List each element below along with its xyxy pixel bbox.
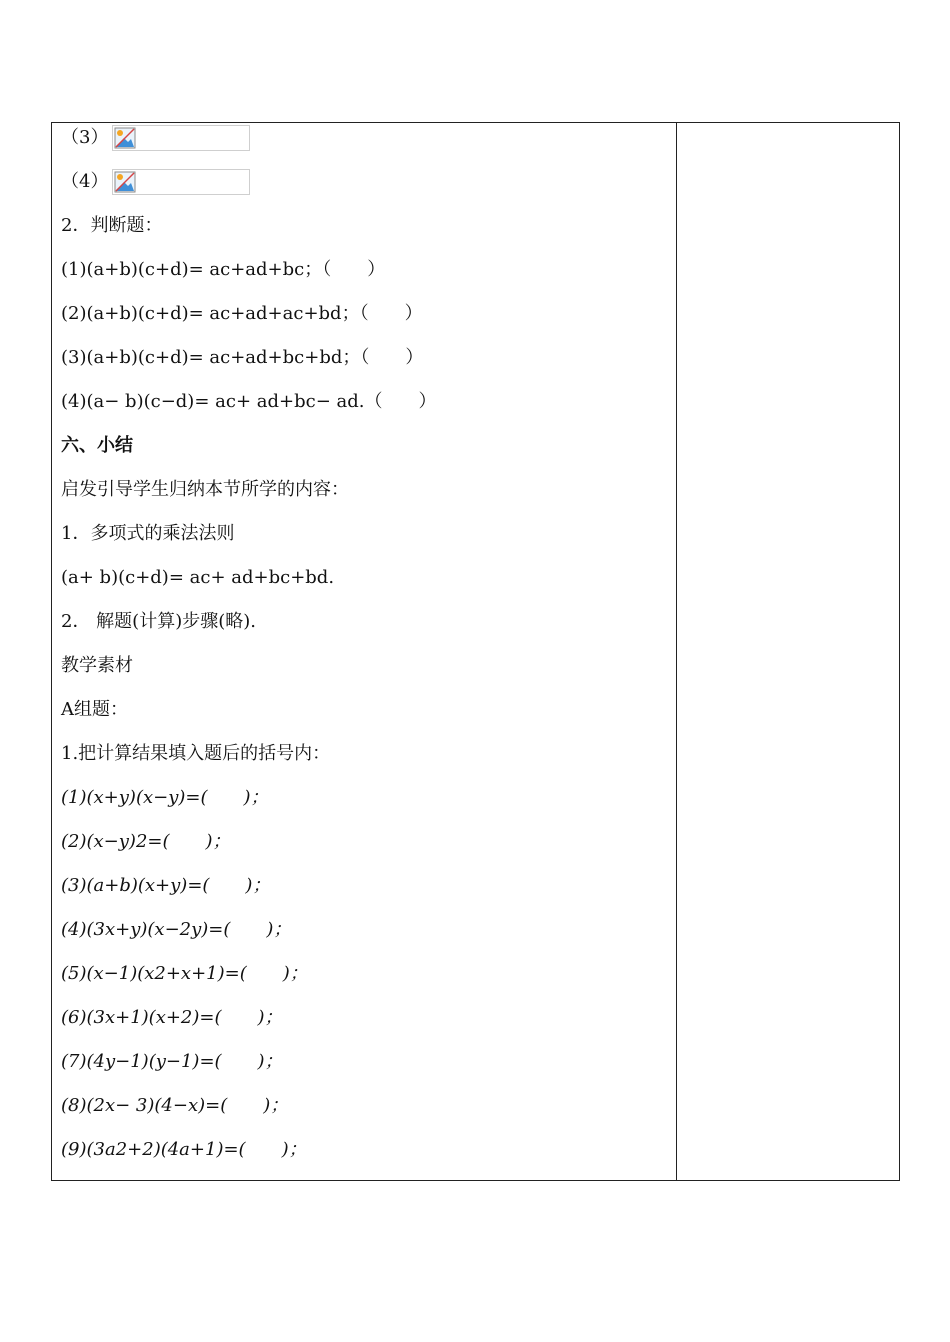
broken-image-placeholder [112,125,250,151]
table-column-divider [676,122,677,1181]
rule-heading: 1．多项式的乘法法则 [61,523,235,544]
section-heading-summary: 六、小结 [61,435,133,456]
exercise-item-4 [61,169,250,195]
judge-item: (4)(a− b)(c−d)= ac+ ad+bc− ad.（ ） [61,391,437,412]
fill-item: (9)(3a2+2)(4a+1)=( )； [61,1139,307,1160]
judge-item: (2)(a+b)(c+d)= ac+ad+ac+bd；（ ） [61,303,423,324]
broken-image-icon [114,171,136,193]
fill-item: (3)(a+b)(x+y)=( )； [61,875,271,896]
fill-item: (8)(2x− 3)(4−x)=( )； [61,1095,289,1116]
fill-item: (5)(x−1)(x2+x+1)=( )； [61,963,308,984]
exercise-item-label: （3） [61,127,109,148]
broken-image-icon [114,127,136,149]
fill-item: (4)(3x+y)(x−2y)=( )； [61,919,292,940]
fill-item: (2)(x−y)2=( )； [61,831,231,852]
material-heading: 教学素材 [61,655,133,676]
summary-intro: 启发引导学生归纳本节所学的内容： [61,479,349,500]
fill-item: (1)(x+y)(x−y)=( )； [61,787,269,808]
rule-formula: (a+ b)(c+d)= ac+ ad+bc+bd. [61,567,335,588]
group-a-heading: A组题： [61,699,128,720]
judge-heading: 2．判断题： [61,215,163,236]
broken-image-placeholder [112,169,250,195]
fill-item: (7)(4y−1)(y−1)=( )； [61,1051,283,1072]
solving-steps: 2． 解题(计算)步骤(略). [61,611,256,632]
fill-heading: 1.把计算结果填入题后的括号内： [61,743,331,764]
fill-item: (6)(3x+1)(x+2)=( )； [61,1007,283,1028]
exercise-item-label: （4） [61,171,109,192]
judge-item: (3)(a+b)(c+d)= ac+ad+bc+bd；（ ） [61,347,424,368]
exercise-item-3 [61,125,250,151]
judge-item: (1)(a+b)(c+d)= ac+ad+bc；（ ） [61,259,386,280]
